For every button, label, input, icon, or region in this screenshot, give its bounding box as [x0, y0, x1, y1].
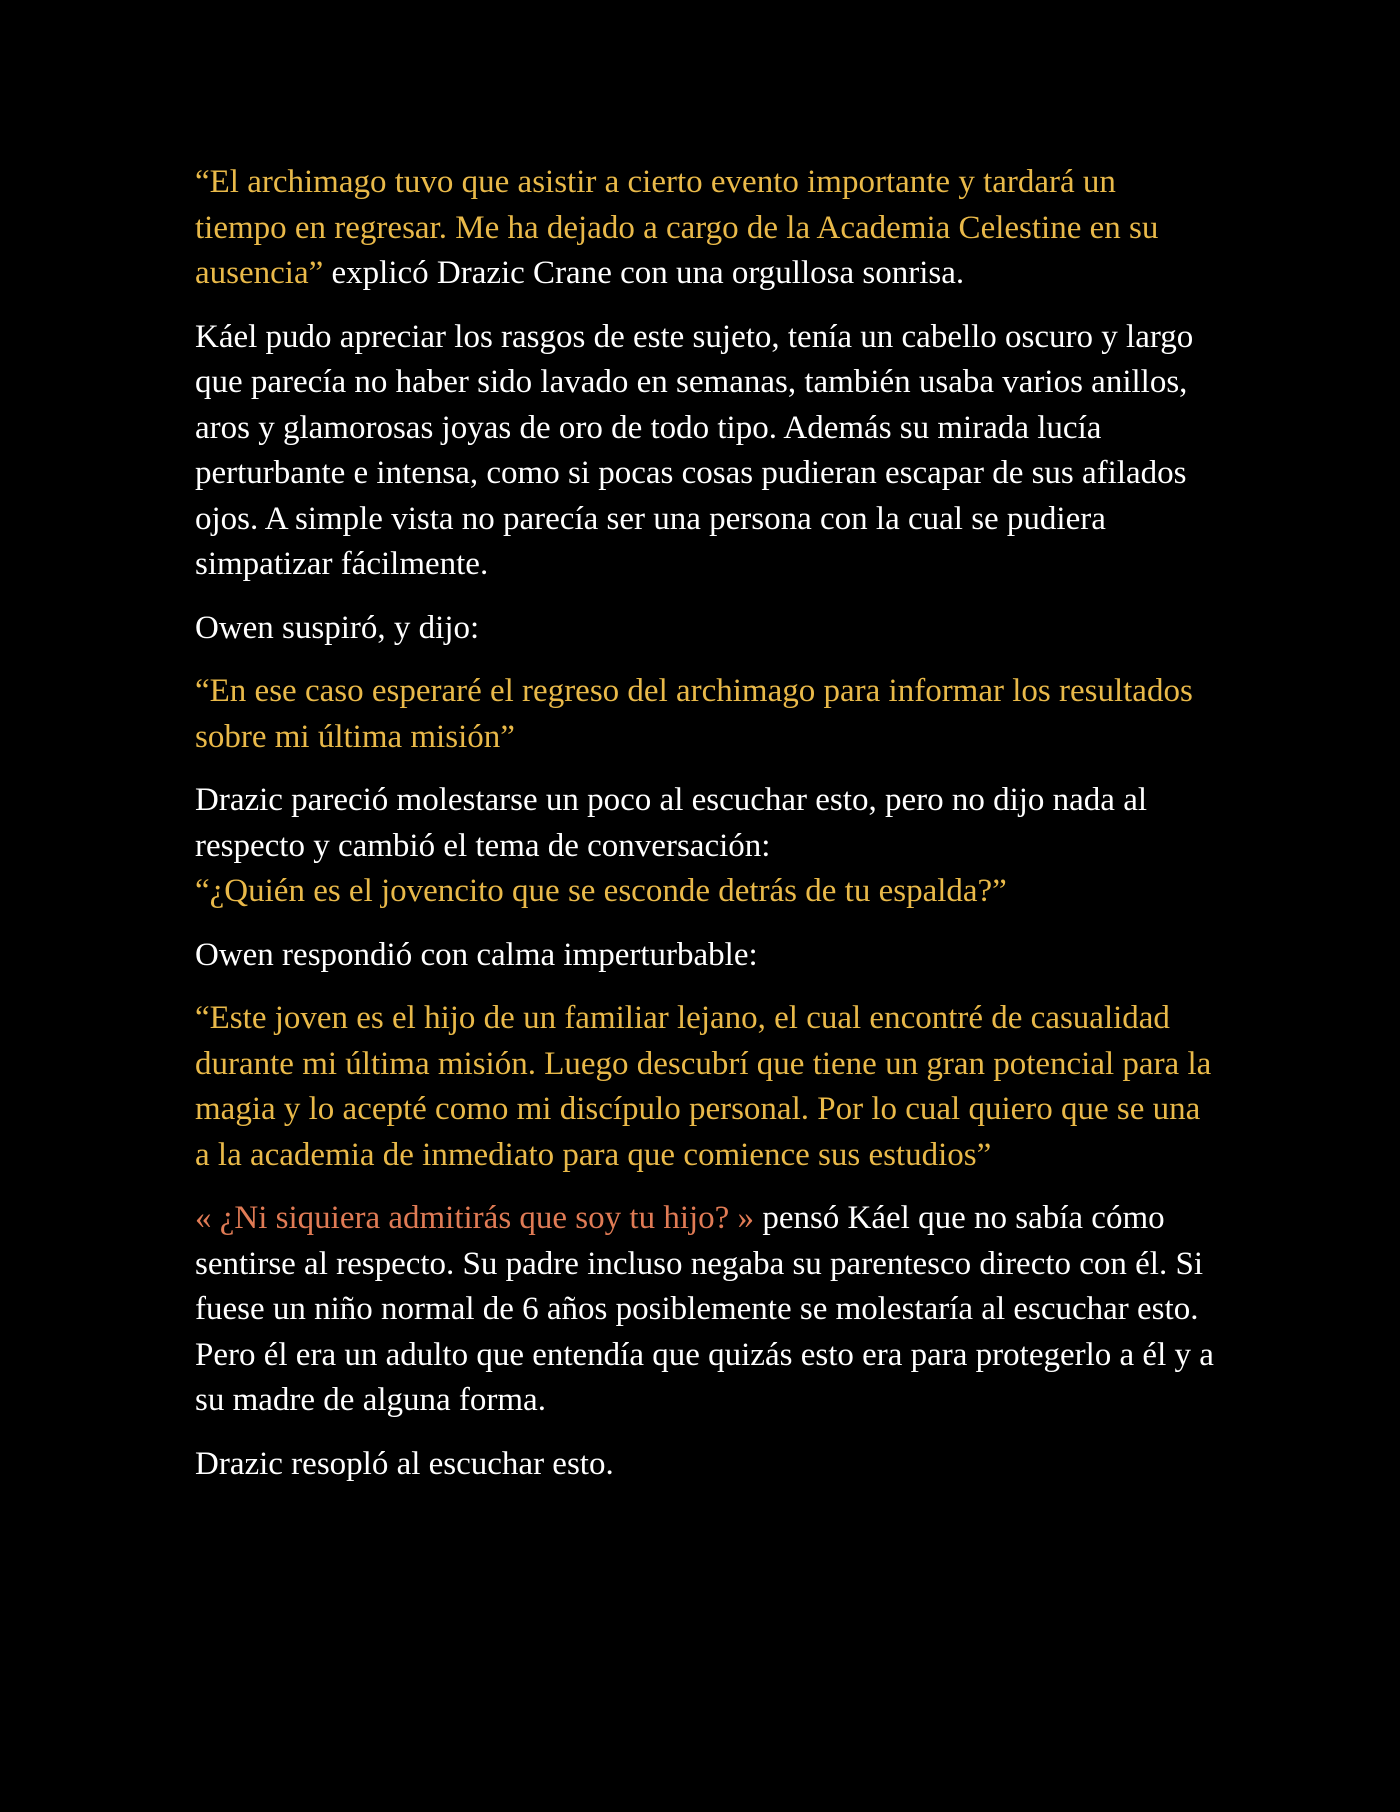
narration-owen-suspiro: Owen suspiró, y dijo:	[195, 609, 480, 646]
paragraph-2	[195, 315, 1215, 588]
narration-owen-respondio: Owen respondió con calma imperturbable:	[195, 936, 758, 973]
paragraph-6	[195, 933, 1215, 979]
narration-drazic-resoplo: Drazic resopló al escuchar esto.	[195, 1445, 614, 1482]
narration-kael-rasgos: Káel pudo apreciar los rasgos de este sujeto, tenía un cabello oscuro y largo que parecía no haber sido lavado en semanas, también usaba varios anillos, aros y glamorosas joyas de oro de todo tipo. Además su mirada lucía perturbante e intensa, como si pocas cosas pudieran escapar de sus afilados ojos. A simple vista no parecía ser una persona con la cual se pudiera simpatizar fácilmente.	[195, 318, 1194, 582]
paragraph-3	[195, 606, 1215, 652]
paragraph-5	[195, 778, 1215, 915]
paragraph-8	[195, 1196, 1215, 1424]
paragraph-1	[195, 160, 1215, 297]
thought-kael-hijo: « ¿Ni siquiera admitirás que soy tu hijo? »	[195, 1200, 755, 1236]
dialogue-drazic-quien-es: “¿Quién es el jovencito que se esconde detrás de tu espalda?”	[195, 873, 1007, 909]
paragraph-7	[195, 996, 1215, 1178]
narration-kael-penso: pensó Káel que no sabía cómo sentirse al respecto. Su padre incluso negaba su parentesco directo con él. Si fuese un niño normal de 6 años posiblemente se molestaría al escuchar esto. Pero él era un adulto que entendía que quizás esto era para protegerlo a él y a su madre de alguna forma.	[195, 1200, 1214, 1418]
dialogue-owen-este-joven: “Este joven es el hijo de un familiar lejano, el cual encontré de casualidad durante mi última misión. Luego descubrí que tiene un gran potencial para la magia y lo acepté como mi discípulo personal. Por lo cual quiero que se una a la academia de inmediato para que comience sus estudios”	[195, 1000, 1212, 1173]
narration-drazic-explico: explicó Drazic Crane con una orgullosa sonrisa.	[323, 255, 965, 291]
document-page	[195, 160, 1215, 1505]
paragraph-4	[195, 669, 1215, 760]
narration-drazic-molesto: Drazic pareció molestarse un poco al escuchar esto, pero no dijo nada al respecto y cambió el tema de conversación:	[195, 782, 1148, 864]
paragraph-9	[195, 1442, 1215, 1488]
dialogue-owen-esperare: “En ese caso esperaré el regreso del archimago para informar los resultados sobre mi última misión”	[195, 673, 1193, 755]
dialogue-archimago-evento: “El archimago tuvo que asistir a cierto evento importante y tardará un tiempo en regresar. Me ha dejado a cargo de la Academia Celestine en su ausencia”	[195, 164, 1159, 291]
